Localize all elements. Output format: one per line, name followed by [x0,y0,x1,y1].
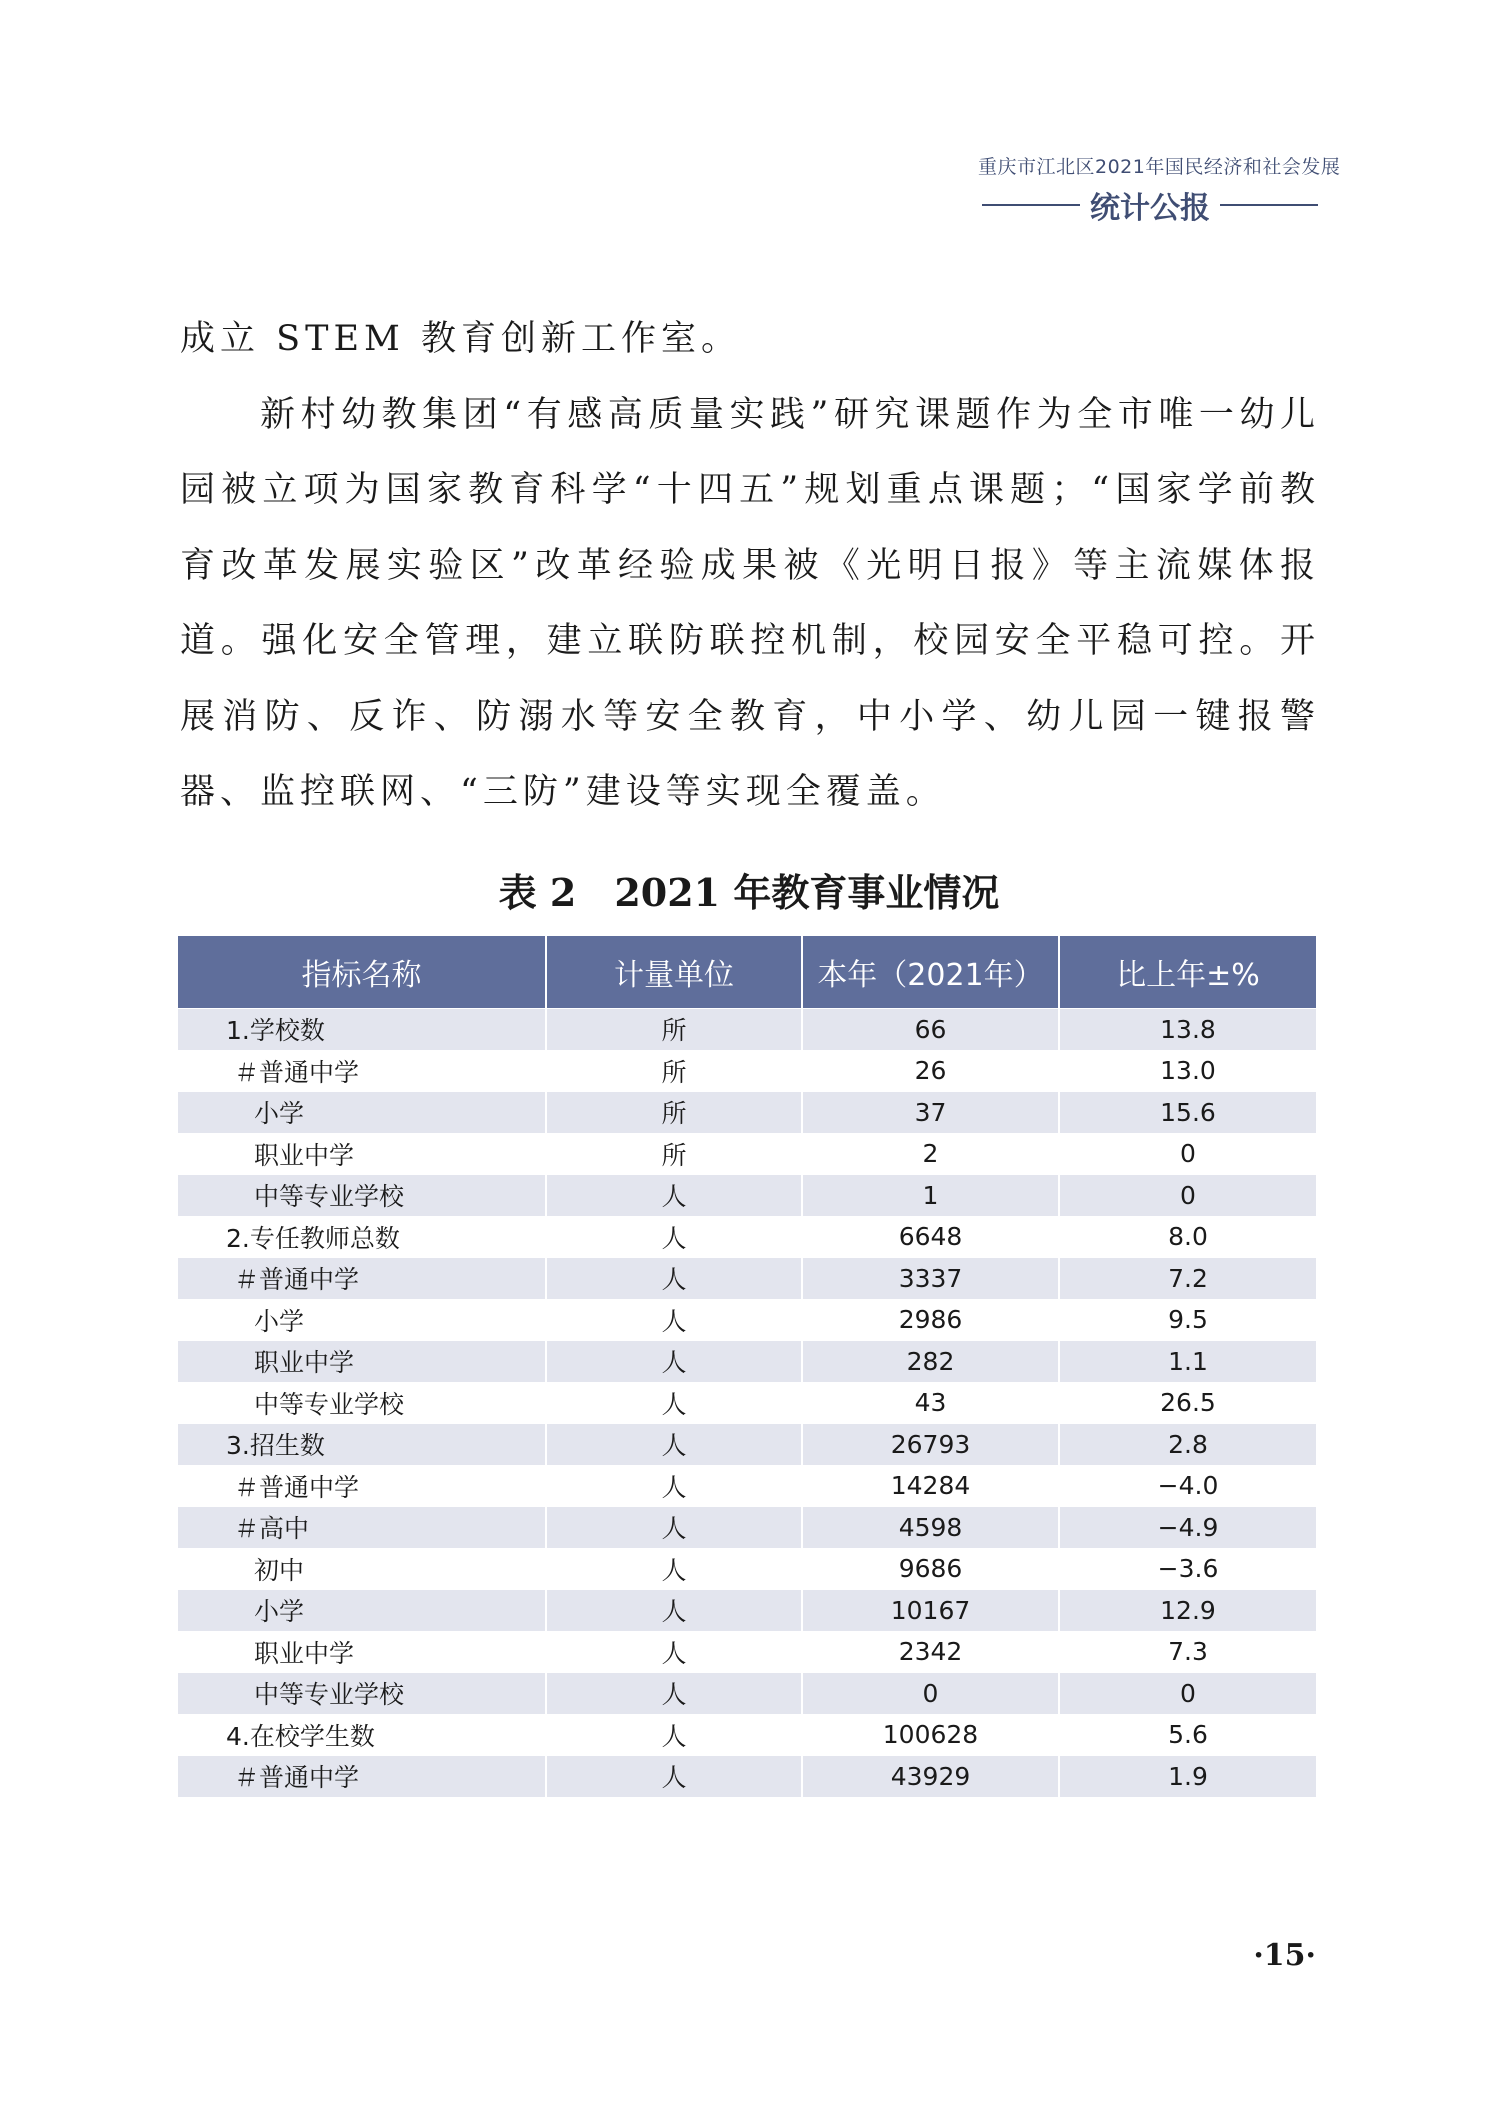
table-row [178,1631,1316,1673]
table-header-row [178,936,1316,1009]
row-change: 1.1 [1059,1341,1316,1383]
page-number: ·15· [1253,1938,1316,1973]
row-unit: 所 [546,1133,802,1175]
row-name: 2.专任教师总数 [178,1216,546,1258]
row-name: 职业中学 [178,1631,546,1673]
header-title: 统计公报 [1090,191,1210,226]
table-row [178,1341,1316,1383]
table-row [178,1009,1316,1051]
table-row [178,1175,1316,1217]
row-unit: 人 [546,1507,802,1549]
table-row [178,1756,1316,1797]
row-value: 66 [802,1009,1059,1051]
row-unit: 所 [546,1050,802,1092]
row-unit: 人 [546,1756,802,1797]
row-name: 1.学校数 [178,1009,546,1051]
table-row [178,1050,1316,1092]
row-change: 12.9 [1059,1590,1316,1632]
row-unit: 人 [546,1590,802,1632]
row-unit: 人 [546,1673,802,1715]
row-name: 3.招生数 [178,1424,546,1466]
table-row [178,1424,1316,1466]
row-change: 1.9 [1059,1756,1316,1797]
row-change: 5.6 [1059,1714,1316,1756]
row-value: 2986 [802,1299,1059,1341]
row-value: 3337 [802,1258,1059,1300]
row-value: 282 [802,1341,1059,1383]
row-change: 15.6 [1059,1092,1316,1134]
table-body [178,1009,1316,1797]
row-unit: 人 [546,1299,802,1341]
row-change: −3.6 [1059,1548,1316,1590]
row-change: 7.2 [1059,1258,1316,1300]
row-name: 小学 [178,1092,546,1134]
row-unit: 所 [546,1009,802,1051]
row-value: 1 [802,1175,1059,1217]
table-row [178,1092,1316,1134]
table-row [178,1382,1316,1424]
table-row [178,1465,1316,1507]
table-title: 表 2 2021 年教育事业情况 [498,870,1000,915]
row-change: 0 [1059,1673,1316,1715]
header-title-row [978,183,1318,227]
header-unit: 计量单位 [546,936,802,1009]
row-change: 13.8 [1059,1009,1316,1051]
row-name: 中等专业学校 [178,1673,546,1715]
row-name: 小学 [178,1299,546,1341]
row-name: 小学 [178,1590,546,1632]
row-unit: 人 [546,1216,802,1258]
row-unit: 人 [546,1382,802,1424]
table-row [178,1673,1316,1715]
row-change: 0 [1059,1133,1316,1175]
header-change: 比上年±% [1059,936,1316,1009]
row-value: 26793 [802,1424,1059,1466]
row-change: −4.0 [1059,1465,1316,1507]
row-unit: 人 [546,1631,802,1673]
row-change: 26.5 [1059,1382,1316,1424]
row-unit: 人 [546,1341,802,1383]
paragraph-1: 成立 STEM 教育创新工作室。 [180,319,741,359]
table-row [178,1258,1316,1300]
row-unit: 人 [546,1175,802,1217]
row-name: 中等专业学校 [178,1382,546,1424]
running-header [978,152,1341,227]
row-value: 9686 [802,1548,1059,1590]
table-row [178,1299,1316,1341]
table-row [178,1507,1316,1549]
row-change: 0 [1059,1175,1316,1217]
row-unit: 所 [546,1092,802,1134]
row-value: 2342 [802,1631,1059,1673]
row-name: ＃普通中学 [178,1258,546,1300]
row-change: 8.0 [1059,1216,1316,1258]
table-row [178,1216,1316,1258]
row-name: ＃普通中学 [178,1050,546,1092]
header-current-year: 本年（2021年） [802,936,1059,1009]
row-change: 9.5 [1059,1299,1316,1341]
row-name: 初中 [178,1548,546,1590]
row-value: 37 [802,1092,1059,1134]
row-name: 职业中学 [178,1133,546,1175]
row-unit: 人 [546,1548,802,1590]
row-value: 14284 [802,1465,1059,1507]
row-unit: 人 [546,1714,802,1756]
row-change: 2.8 [1059,1424,1316,1466]
header-indicator: 指标名称 [178,936,546,1009]
row-value: 43 [802,1382,1059,1424]
header-rule-left [982,204,1080,206]
row-value: 43929 [802,1756,1059,1797]
table-row [178,1548,1316,1590]
row-name: 4.在校学生数 [178,1714,546,1756]
row-value: 4598 [802,1507,1059,1549]
row-value: 2 [802,1133,1059,1175]
row-name: ＃普通中学 [178,1465,546,1507]
row-value: 10167 [802,1590,1059,1632]
row-value: 0 [802,1673,1059,1715]
row-value: 100628 [802,1714,1059,1756]
row-change: −4.9 [1059,1507,1316,1549]
row-change: 7.3 [1059,1631,1316,1673]
paragraph-2: 新村幼教集团“有感高质量实践”研究课题作为全市唯一幼儿园被立项为国家教育科学“十四五”规划重点课题；“国家学前教育改革发展实验区”改革经验成果被《光明日报》等主流媒体报道。强化安全管理，建立联防联控机制，校园安全平稳可控。开展消防、反诈、防溺水等安全教育，中小学、幼儿园一键报警器、监控联网、“三防”建设等实现全覆盖。 [180,394,1320,812]
education-table [178,936,1316,1797]
row-change: 13.0 [1059,1050,1316,1092]
body-text [180,302,1320,831]
row-unit: 人 [546,1424,802,1466]
header-subtitle: 重庆市江北区2021年国民经济和社会发展 [978,156,1341,178]
row-unit: 人 [546,1465,802,1507]
row-value: 26 [802,1050,1059,1092]
row-value: 6648 [802,1216,1059,1258]
header-rule-right [1220,204,1318,206]
table-row [178,1590,1316,1632]
table-row [178,1714,1316,1756]
row-name: ＃高中 [178,1507,546,1549]
row-name: 职业中学 [178,1341,546,1383]
row-name: ＃普通中学 [178,1756,546,1797]
row-unit: 人 [546,1258,802,1300]
row-name: 中等专业学校 [178,1175,546,1217]
table-row [178,1133,1316,1175]
